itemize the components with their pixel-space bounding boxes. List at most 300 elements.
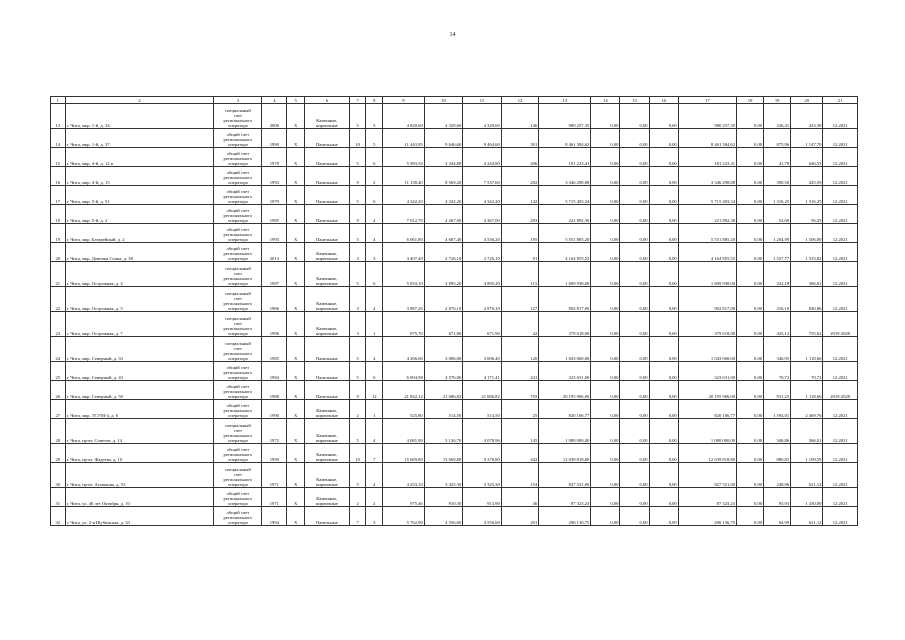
- limit-cost-cell: 1 506,00: [791, 224, 823, 243]
- fund-line: регионального: [223, 137, 253, 142]
- address-cell: г. Чита, мкр. Острожная, д. 4: [65, 262, 214, 287]
- fund-line: оператора: [228, 161, 248, 166]
- funds-cell: 0,00: [591, 104, 620, 129]
- deadline-cell: 12.2021: [823, 362, 858, 381]
- funds-cell: 0,00: [591, 381, 620, 400]
- fund-line: общий счет: [226, 132, 250, 137]
- cost-cell: 0,00: [737, 488, 764, 507]
- year-cell: 2006: [262, 104, 287, 129]
- unit-cost-cell: 425,12: [764, 312, 791, 337]
- deadline-cell: 12.2021: [823, 129, 858, 148]
- address-cell: г. Чита, мкр. 4-й, д. 12 в: [65, 148, 214, 167]
- fund-line: регионального: [223, 433, 253, 438]
- unit-cost-cell: 64,99: [764, 507, 791, 526]
- cost-total-cell: 379 618,00: [539, 312, 591, 337]
- material-cell: [305, 104, 350, 129]
- table-row: [51, 362, 858, 381]
- fund-line: общий счет: [226, 246, 250, 251]
- column-header: 3: [214, 97, 262, 104]
- entrances-cell: 6: [366, 362, 383, 381]
- material-cell: [305, 224, 350, 243]
- address-cell: г. Чита, пр-кт. Фадеева, д. 10: [65, 444, 214, 463]
- year-cell: 1993: [262, 224, 287, 243]
- deadline-cell: 2019-2020: [823, 381, 858, 400]
- area-cell: 9 646,60: [424, 129, 463, 148]
- area-cell: 671,80: [424, 312, 463, 337]
- fund-cell: [214, 148, 262, 167]
- fund-line: оператора: [228, 237, 248, 242]
- cost-cell: 0,00: [737, 205, 764, 224]
- table-row: [51, 129, 858, 148]
- material-line: Каменные,: [316, 326, 338, 331]
- funds-cell: 0,00: [649, 463, 678, 488]
- floors-cell: 9: [349, 381, 366, 400]
- fund-cell: [214, 337, 262, 362]
- material-line: Каменные,: [316, 452, 338, 457]
- mark-cell: X: [287, 463, 305, 488]
- cost-owners-cell: 221 892,30: [678, 205, 736, 224]
- limit-cost-cell: 621,12: [791, 463, 823, 488]
- deadline-cell: 12.2021: [823, 205, 858, 224]
- funds-cell: 0,00: [620, 186, 649, 205]
- unit-cost-cell: 931,25: [764, 381, 791, 400]
- row-number: 18: [51, 205, 66, 224]
- limit-cost-cell: 1 118,66: [791, 381, 823, 400]
- cost-owners-cell: 1 088 000,00: [678, 419, 736, 444]
- deadline-cell: 12.2021: [823, 243, 858, 262]
- fund-line: оператора: [228, 256, 248, 261]
- fund-line: регионального: [223, 408, 253, 413]
- fund-line: регионального: [223, 118, 253, 123]
- column-header: 20: [791, 97, 823, 104]
- limit-cost-cell: 1 316,25: [791, 186, 823, 205]
- row-number: 16: [51, 167, 66, 186]
- funds-cell: 0,00: [620, 224, 649, 243]
- entrances-cell: 3: [366, 243, 383, 262]
- material-line: Каменные,: [316, 301, 338, 306]
- funds-cell: 0,00: [591, 419, 620, 444]
- funds-cell: 0,00: [649, 400, 678, 419]
- cost-total-cell: 827 521,00: [539, 463, 591, 488]
- area-residential-cell: 913,90: [463, 488, 502, 507]
- unit-cost-cell: 346,86: [764, 419, 791, 444]
- column-header: 15: [620, 97, 649, 104]
- mark-cell: X: [287, 488, 305, 507]
- year-cell: 1996: [262, 312, 287, 337]
- fund-line: оператора: [228, 331, 248, 336]
- floors-cell: 7: [349, 507, 366, 526]
- material-cell: [305, 205, 350, 224]
- mark-cell: X: [287, 167, 305, 186]
- row-number: 27: [51, 400, 66, 419]
- area-residential-cell: 2 726,10: [463, 243, 502, 262]
- cost-owners-cell: 5 551 885,20: [678, 224, 736, 243]
- area-cell: 13 669,80: [424, 444, 463, 463]
- table-row: [51, 337, 858, 362]
- funds-cell: 0,00: [620, 104, 649, 129]
- cost-total-cell: 1 088 000,00: [539, 419, 591, 444]
- area-total-cell: 15 669,80: [383, 444, 425, 463]
- fund-cell: [214, 362, 262, 381]
- unit-cost-cell: 880,81: [764, 444, 791, 463]
- row-number: 30: [51, 463, 66, 488]
- limit-cost-cell: 366,01: [791, 262, 823, 287]
- material-cell: [305, 444, 350, 463]
- material-cell: [305, 463, 350, 488]
- material-line: Каменные,: [316, 477, 338, 482]
- fund-cell: [214, 224, 262, 243]
- row-number: 13: [51, 104, 66, 129]
- limit-cost-cell: 56,25: [791, 205, 823, 224]
- address-cell: г. Чита, ул. 2-я Шубинская, д. 33: [65, 507, 214, 526]
- column-header: 1: [51, 97, 66, 104]
- address-cell: г. Чита, мкр. Северный, д. 43: [65, 362, 214, 381]
- address-cell: г. Чита, мкр. Северный, д. 33: [65, 337, 214, 362]
- fund-line: оператора: [228, 123, 248, 128]
- funds-cell: 0,00: [649, 287, 678, 312]
- area-cell: 4 267,00: [424, 205, 463, 224]
- limit-cost-cell: 366,01: [791, 419, 823, 444]
- address-cell: г. Чита, мкр. 1-й, д. 37: [65, 129, 214, 148]
- entrances-cell: 7: [366, 444, 383, 463]
- row-number: 32: [51, 507, 66, 526]
- area-cell: 4 342,20: [424, 186, 463, 205]
- cost-cell: 0,00: [737, 224, 764, 243]
- floors-cell: 2: [349, 488, 366, 507]
- address-cell: г. Чита, мкр. 1-й, д. 34: [65, 104, 214, 129]
- floors-cell: 5: [349, 419, 366, 444]
- cost-cell: 0,00: [737, 337, 764, 362]
- address-cell: г. Чита, ул. 40 лет Октября, д. 10: [65, 488, 214, 507]
- floors-cell: 5: [349, 337, 366, 362]
- area-total-cell: 975,46: [383, 488, 425, 507]
- row-number: 20: [51, 243, 66, 262]
- floors-cell: 5: [349, 463, 366, 488]
- area-residential-cell: 671,90: [463, 312, 502, 337]
- funds-cell: 0,00: [591, 507, 620, 526]
- row-number: 24: [51, 337, 66, 362]
- year-cell: 1984: [262, 362, 287, 381]
- cost-cell: 0,00: [737, 362, 764, 381]
- cost-owners-cell: 87 323,23: [678, 488, 736, 507]
- column-header: 9: [383, 97, 425, 104]
- funds-cell: 0,00: [591, 167, 620, 186]
- fund-cell: [214, 186, 262, 205]
- fund-line: регионального: [223, 194, 253, 199]
- entrances-cell: 1: [366, 400, 383, 419]
- row-number: 28: [51, 419, 66, 444]
- area-residential-cell: 2 876,10: [463, 287, 502, 312]
- cost-total-cell: 221 892,30: [539, 205, 591, 224]
- area-residential-cell: 9 464,60: [463, 129, 502, 148]
- mark-cell: X: [287, 507, 305, 526]
- limit-cost-cell: 621,12: [791, 507, 823, 526]
- table-row: [51, 444, 858, 463]
- material-line: кирпичные: [315, 501, 338, 506]
- deadline-cell: 12.2021: [823, 419, 858, 444]
- entrances-cell: 4: [366, 337, 383, 362]
- funds-cell: 0,00: [591, 186, 620, 205]
- fund-line: общий счет: [226, 510, 250, 515]
- funds-cell: 0,00: [591, 148, 620, 167]
- table-row: [51, 463, 858, 488]
- material-line: кирпичные: [315, 281, 338, 286]
- area-cell: 910,30: [424, 488, 463, 507]
- material-line: кирпичные: [315, 438, 338, 443]
- floors-cell: 9: [349, 205, 366, 224]
- table-row: [51, 167, 858, 186]
- address-cell: г. Чита, мкр. 5-й, д. 2: [65, 205, 214, 224]
- material-line: Панельные: [315, 237, 338, 242]
- mark-cell: X: [287, 262, 305, 287]
- deadline-cell: 12.2021: [823, 400, 858, 419]
- floors-cell: 5: [349, 104, 366, 129]
- material-line: кирпичные: [315, 256, 338, 261]
- cost-cell: 0,00: [737, 186, 764, 205]
- floors-cell: 5: [349, 186, 366, 205]
- table-row: [51, 224, 858, 243]
- cost-cell: 0,00: [737, 463, 764, 488]
- residents-cell: 127: [501, 287, 538, 312]
- cost-cell: 0,00: [737, 262, 764, 287]
- column-header: 11: [463, 97, 502, 104]
- limit-cost-cell: 70,72: [791, 362, 823, 381]
- funds-cell: 0,00: [620, 419, 649, 444]
- funds-cell: 0,00: [649, 243, 678, 262]
- funds-cell: 0,00: [591, 362, 620, 381]
- mark-cell: X: [287, 186, 305, 205]
- table-row: [51, 287, 858, 312]
- area-cell: 2 876,10: [424, 287, 463, 312]
- funds-cell: 0,00: [620, 362, 649, 381]
- funds-cell: 0,00: [620, 167, 649, 186]
- column-header: 7: [349, 97, 366, 104]
- material-line: Панельные: [315, 218, 338, 223]
- mark-cell: X: [287, 224, 305, 243]
- deadline-cell: 12.2021: [823, 148, 858, 167]
- area-residential-cell: 4 329,60: [463, 104, 502, 129]
- column-header: 2: [65, 97, 214, 104]
- area-residential-cell: 3 078,96: [463, 419, 502, 444]
- cost-owners-cell: 379 618,00: [678, 312, 736, 337]
- funds-cell: 0,00: [591, 287, 620, 312]
- cost-owners-cell: 820 106,77: [678, 400, 736, 419]
- deadline-cell: 12.2021: [823, 262, 858, 287]
- fund-line: специальный: [224, 108, 251, 113]
- column-header: 5: [287, 97, 305, 104]
- area-residential-cell: 4 536,20: [463, 224, 502, 243]
- cost-total-cell: 902 817,00: [539, 287, 591, 312]
- fund-cell: [214, 463, 262, 488]
- row-number: 17: [51, 186, 66, 205]
- material-line: Каменные,: [316, 433, 338, 438]
- fund-cell: [214, 104, 262, 129]
- table-row: [51, 243, 858, 262]
- cost-owners-cell: 323 631,00: [678, 362, 736, 381]
- row-number: 25: [51, 362, 66, 381]
- deadline-cell: 12.2021: [823, 463, 858, 488]
- material-line: Панельные: [315, 375, 338, 380]
- funds-cell: 0,00: [649, 262, 678, 287]
- funds-cell: 0,00: [620, 337, 649, 362]
- material-line: Панельные: [315, 142, 338, 147]
- year-cell: 1986: [262, 287, 287, 312]
- cost-total-cell: 20 195 906,00: [539, 381, 591, 400]
- residents-cell: 120: [501, 337, 538, 362]
- entrances-cell: 6: [366, 262, 383, 287]
- fund-line: специальный: [224, 423, 251, 428]
- deadline-cell: 12.2021: [823, 337, 858, 362]
- fund-line: регионального: [223, 351, 253, 356]
- area-total-cell: 6 061,80: [383, 224, 425, 243]
- year-cell: 1978: [262, 148, 287, 167]
- area-residential-cell: 4 556,60: [463, 507, 502, 526]
- material-line: кирпичные: [315, 123, 338, 128]
- funds-cell: 0,00: [649, 186, 678, 205]
- address-cell: г. Чита, мкр. Острожная, д. 5: [65, 287, 214, 312]
- entrances-cell: 4: [366, 205, 383, 224]
- row-number: 15: [51, 148, 66, 167]
- funds-cell: 0,00: [649, 129, 678, 148]
- entrances-cell: 6: [366, 148, 383, 167]
- fund-line: регионального: [223, 175, 253, 180]
- fund-cell: [214, 419, 262, 444]
- limit-cost-cell: 1 147,70: [791, 129, 823, 148]
- area-total-cell: 4 342,20: [383, 186, 425, 205]
- funds-cell: 0,00: [591, 262, 620, 287]
- cost-owners-cell: 1 609 938,00: [678, 262, 736, 287]
- residents-cell: 42: [501, 312, 538, 337]
- cost-cell: 0,00: [737, 507, 764, 526]
- mark-cell: X: [287, 419, 305, 444]
- funds-cell: 0,00: [591, 224, 620, 243]
- deadline-cell: 12.2021: [823, 287, 858, 312]
- funds-cell: 0,00: [649, 381, 678, 400]
- table-row: [51, 186, 858, 205]
- funds-cell: 0,00: [620, 488, 649, 507]
- cost-owners-cell: 296 136,75: [678, 507, 736, 526]
- area-total-cell: 3 887,20: [383, 287, 425, 312]
- material-cell: [305, 287, 350, 312]
- mark-cell: X: [287, 129, 305, 148]
- fund-cell: [214, 400, 262, 419]
- row-number: 22: [51, 287, 66, 312]
- fund-line: регионального: [223, 156, 253, 161]
- limit-cost-cell: 1 533,82: [791, 243, 823, 262]
- material-line: Панельные: [315, 161, 338, 166]
- entrances-cell: 4: [366, 287, 383, 312]
- residents-cell: 391: [501, 129, 538, 148]
- fund-cell: [214, 381, 262, 400]
- unit-cost-cell: 95,93: [764, 488, 791, 507]
- cost-cell: 0,00: [737, 312, 764, 337]
- entrances-cell: 4: [366, 463, 383, 488]
- area-total-cell: 4 820,60: [383, 104, 425, 129]
- fund-line: оператора: [228, 356, 248, 361]
- cost-cell: 0,00: [737, 243, 764, 262]
- deadline-cell: 12.2021: [823, 224, 858, 243]
- column-header: 21: [823, 97, 858, 104]
- material-line: Панельные: [315, 394, 338, 399]
- cost-total-cell: 5 715 403,34: [539, 186, 591, 205]
- funds-cell: 0,00: [649, 507, 678, 526]
- area-total-cell: 6 094,98: [383, 362, 425, 381]
- entrances-cell: 3: [366, 507, 383, 526]
- material-line: Каменные,: [316, 496, 338, 501]
- unit-cost-cell: 316,10: [764, 287, 791, 312]
- cost-cell: 0,00: [737, 444, 764, 463]
- cost-cell: 0,00: [737, 287, 764, 312]
- address-cell: г. Чита, мкр. Северный, д. 50: [65, 381, 214, 400]
- funds-cell: 0,00: [620, 148, 649, 167]
- fund-line: счет: [233, 296, 243, 301]
- year-cell: 1993: [262, 167, 287, 186]
- funds-cell: 0,00: [620, 129, 649, 148]
- cost-total-cell: 8 461 384,62: [539, 129, 591, 148]
- cost-owners-cell: 4 164 855,55: [678, 243, 736, 262]
- material-line: Каменные,: [316, 276, 338, 281]
- area-total-cell: 5 833,10: [383, 262, 425, 287]
- fund-line: оператора: [228, 218, 248, 223]
- funds-cell: 0,00: [649, 167, 678, 186]
- fund-line: оператора: [228, 142, 248, 147]
- row-number: 23: [51, 312, 66, 337]
- floors-cell: 5: [349, 148, 366, 167]
- residents-cell: 241: [501, 362, 538, 381]
- limit-cost-cell: 755,62: [791, 312, 823, 337]
- funds-cell: 0,00: [591, 205, 620, 224]
- area-residential-cell: 514,50: [463, 400, 502, 419]
- year-cell: 1994: [262, 507, 287, 526]
- header-row: [51, 97, 858, 104]
- fund-line: регионального: [223, 452, 253, 457]
- material-line: Панельные: [315, 180, 338, 185]
- funds-cell: 0,00: [649, 419, 678, 444]
- fund-line: счет: [233, 271, 243, 276]
- fund-line: специальный: [224, 467, 251, 472]
- deadline-cell: 12.2021: [823, 104, 858, 129]
- material-cell: [305, 488, 350, 507]
- fund-cell: [214, 262, 262, 287]
- mark-cell: X: [287, 444, 305, 463]
- row-number: 31: [51, 488, 66, 507]
- fund-line: регионального: [223, 370, 253, 375]
- table-row: [51, 312, 858, 337]
- material-cell: [305, 419, 350, 444]
- fund-line: счет: [233, 472, 243, 477]
- year-cell: 1985: [262, 205, 287, 224]
- mark-cell: X: [287, 400, 305, 419]
- row-number: 26: [51, 381, 66, 400]
- material-line: кирпичные: [315, 331, 338, 336]
- limit-cost-cell: 1 118,66: [791, 337, 823, 362]
- deadline-cell: 2019-2020: [823, 312, 858, 337]
- fund-line: оператора: [228, 306, 248, 311]
- entrances-cell: 4: [366, 419, 383, 444]
- funds-cell: 0,00: [649, 488, 678, 507]
- residents-cell: 142: [501, 186, 538, 205]
- address-cell: г. Чита, мкр. Батарейный, д. 2: [65, 224, 214, 243]
- cost-owners-cell: 980 257,35: [678, 104, 736, 129]
- entrances-cell: 1: [366, 312, 383, 337]
- funds-cell: 0,00: [649, 444, 678, 463]
- fund-cell: [214, 167, 262, 186]
- cost-owners-cell: 902 817,00: [678, 287, 736, 312]
- column-header: 13: [539, 97, 591, 104]
- cost-owners-cell: 12 039 818,80: [678, 444, 736, 463]
- address-cell: г. Чита, пр-кт. Советов, д. 14: [65, 419, 214, 444]
- residents-cell: 201: [501, 507, 538, 526]
